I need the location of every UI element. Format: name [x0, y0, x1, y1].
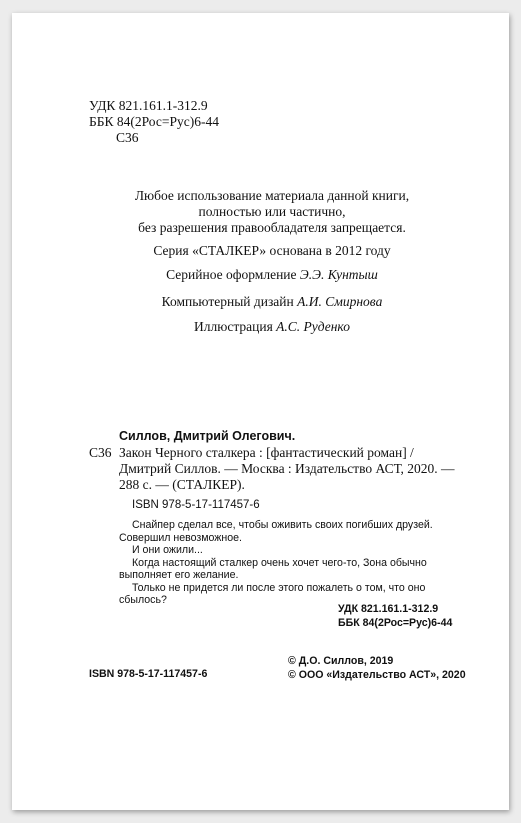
credit-name: А.И. Смирнова	[297, 294, 383, 309]
copyright-notice	[72, 188, 472, 236]
udk-code-bottom: УДК 821.161.1-312.9	[338, 603, 439, 615]
catalog-isbn: ISBN 978-5-17-117457-6	[132, 499, 260, 511]
classification-block	[89, 98, 219, 146]
credit-label: Компьютерный дизайн	[161, 294, 294, 309]
catalog-line: 288 с. — (СТАЛКЕР).	[119, 477, 245, 492]
catalog-description	[119, 445, 469, 493]
catalog-line: Закон Черного сталкера : [фантастический роман] /	[119, 445, 414, 460]
copyright-author: © Д.О. Силлов, 2019	[288, 655, 394, 667]
legal-line: Любое использование материала данной книги,	[134, 188, 410, 203]
computer-design-credit	[72, 294, 472, 310]
bottom-classification	[338, 602, 452, 630]
copyright-holders	[288, 654, 466, 682]
annotation	[119, 519, 469, 607]
annotation-line: сбылось?	[119, 594, 167, 606]
annotation-line: Совершил невозможное.	[119, 531, 242, 544]
udk-code: УДК 821.161.1-312.9	[89, 98, 208, 113]
annotation-line: Снайпер сделал все, чтобы оживить своих погибших друзей.	[132, 519, 433, 531]
annotation-line: Когда настоящий сталкер очень хочет чего-то, Зона обычно	[132, 556, 427, 569]
annotation-line: Только не придется ли после этого пожалеть о том, что оно	[132, 581, 426, 594]
series-info: Серия «СТАЛКЕР» основана в 2012 году	[153, 243, 391, 258]
credit-label: Иллюстрация	[194, 319, 273, 334]
credit-label: Серийное оформление	[166, 267, 297, 282]
annotation-line: выполняет его желание.	[119, 569, 239, 581]
illustration-credit	[72, 319, 472, 335]
isbn-bottom: ISBN 978-5-17-117457-6	[89, 668, 208, 680]
book-page	[12, 13, 509, 810]
catalog-author: Силлов, Дмитрий Олегович.	[119, 429, 296, 443]
bbk-code: ББК 84(2Рос=Рус)6-44	[89, 114, 219, 129]
legal-line: без разрешения правообладателя запрещается.	[138, 220, 406, 235]
legal-line: полностью или частично,	[198, 204, 346, 219]
catalog-code: С36	[89, 445, 112, 460]
bbk-code-bottom: ББК 84(2Рос=Рус)6-44	[338, 617, 453, 629]
annotation-line: И они ожили...	[132, 544, 203, 556]
catalog-line: Дмитрий Силлов. — Москва : Издательство АСТ, 2020. —	[119, 461, 455, 476]
author-mark: С36	[116, 130, 139, 145]
copyright-publisher: © ООО «Издательство АСТ», 2020	[288, 669, 466, 681]
credit-name: Э.Э. Кунтыш	[299, 267, 378, 282]
credit-name: А.С. Руденко	[276, 319, 350, 334]
series-design-credit	[72, 267, 472, 283]
